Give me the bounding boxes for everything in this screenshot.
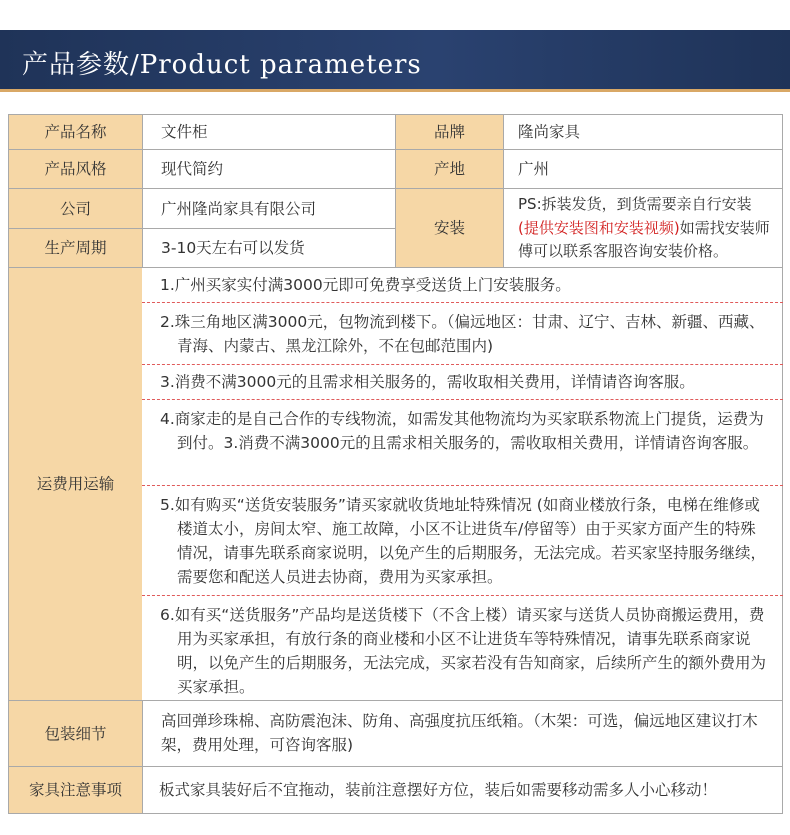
value-packaging: 高回弹珍珠棉、高防震泡沫、防角、高强度抗压纸箱。（木架：可选，偏远地区建议打木架，费用处理，可咨询客服) [142, 700, 783, 767]
value-furniture-notice: 板式家具装好后不宜拖动，装前注意摆好方位，装后如需要移动需多人小心移动！ [142, 766, 783, 814]
shipping-list [142, 267, 783, 701]
label-installation: 安装 [395, 188, 504, 268]
label-packaging: 包装细节 [8, 700, 143, 767]
value-production-cycle: 3-10天左右可以发货 [142, 228, 396, 268]
install-text: PS:拆装发货，到货需要亲自行安装 [518, 195, 752, 213]
section-title: 产品参数/Product parameters [22, 50, 422, 80]
shipping-item-6: 6.如有买“送货服务”产品均是送货楼下（不含上楼）请买家与送货人员协商搬运费用，费用为买家承担，有放行条的商业楼和小区不让进货车等特殊情况，请事先联系商家说明，以免产生的后期服务，无法完成，买家若没有告知商家，后续所产生的额外费用为买家承担。 [160, 606, 767, 696]
shipping-item-1: 1.广州买家实付满3000元即可免费享受送货上门安装服务。 [142, 268, 783, 303]
label-product-name: 产品名称 [8, 114, 143, 150]
shipping-item-3: 3.消费不满3000元的且需求相关服务的，需收取相关费用，详情请咨询客服。 [142, 365, 783, 400]
install-text-extra: 如需找安装师傅可以联系客服咨询安装价格。 [518, 218, 770, 260]
label-style: 产品风格 [8, 149, 143, 189]
value-product-name: 文件柜 [142, 114, 396, 150]
section-header [0, 30, 790, 92]
value-installation [503, 188, 783, 268]
label-furniture-notice: 家具注意事项 [8, 766, 143, 814]
shipping-item-2: 2.珠三角地区满3000元，包物流到楼下。（偏远地区：甘肃、辽宁、吉林、新疆、西藏、青海、内蒙古、黑龙江除外，不在包邮范围内) [142, 303, 783, 365]
label-company: 公司 [8, 188, 143, 229]
value-style: 现代简约 [142, 149, 396, 189]
shipping-item-4: 4.商家走的是自己合作的专线物流，如需发其他物流均为买家联系物流上门提货，运费为到付。3.消费不满3000元的且需求相关服务的，需收取相关费用，详情请咨询客服。 [142, 400, 783, 486]
install-highlight: (提供安装图和安装视频) [518, 218, 680, 237]
label-shipping: 运费用运输 [8, 267, 143, 701]
label-production-cycle: 生产周期 [8, 228, 143, 268]
header-underline [0, 89, 790, 92]
label-origin: 产地 [395, 149, 504, 189]
value-company: 广州隆尚家具有限公司 [142, 188, 396, 229]
shipping-item-5: 5.如有购买“送货安装服务”请买家就收货地址特殊情况 (如商业楼放行条，电梯在维修或楼道太小，房间太窄、施工故障，小区不让进货车/停留等）由于买家方面产生的特殊情况，请事先联系商家说明，以免产生的后期服务，无法完成。若买家坚持服务继续，需要您和配送人员进去协商，费用为买家承担。 [142, 486, 783, 596]
label-brand: 品牌 [395, 114, 504, 150]
value-origin: 广州 [503, 149, 783, 189]
value-brand: 隆尚家具 [503, 114, 783, 150]
